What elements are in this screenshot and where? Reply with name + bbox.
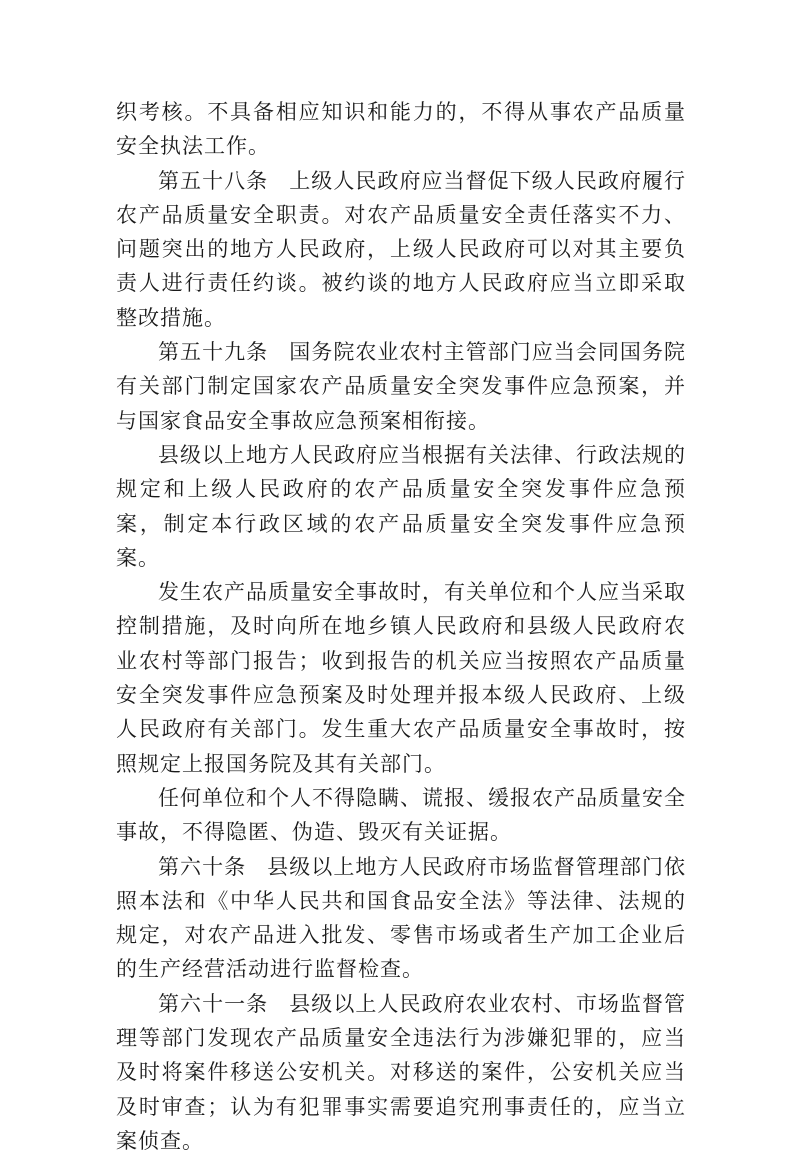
article-number: 第五十八条: [158, 168, 269, 193]
article-58-paragraph: [116, 164, 686, 335]
article-61-paragraph: [116, 987, 686, 1158]
paragraph-text: 任何单位和个人不得隐瞒、谎报、缓报农产品质量安全事故，不得隐匿、伪造、毁灭有关证据。: [116, 785, 686, 845]
paragraph-text: 县级以上地方人民政府应当根据有关法律、行政法规的规定和上级人民政府的农产品质量安全突发事件应急预案，制定本行政区域的农产品质量安全突发事件应急预案。: [116, 442, 686, 570]
paragraph-text: 发生农产品质量安全事故时，有关单位和个人应当采取控制措施，及时向所在地乡镇人民政府和县级人民政府农业农村等部门报告；收到报告的机关应当按照农产品质量安全突发事件应急预案及时处理并报本级人民政府、上级人民政府有关部门。发生重大农产品质量安全事故时，按照规定上报国务院及其有关部门。: [116, 580, 686, 776]
paragraph-text: 上级人民政府应当督促下级人民政府履行农产品质量安全职责。对农产品质量安全责任落实不力、问题突出的地方人民政府，上级人民政府可以对其主要负责人进行责任约谈。被约谈的地方人民政府应当立即采取整改措施。: [116, 168, 687, 330]
document-body: [116, 95, 686, 1158]
article-60-paragraph: [116, 850, 686, 987]
paragraph-text: 织考核。不具备相应知识和能力的，不得从事农产品质量安全执法工作。: [116, 100, 686, 159]
paragraph-continuation: [116, 95, 686, 164]
article-number: 第六十一条: [158, 991, 269, 1016]
article-59-paragraph-4: [116, 781, 686, 850]
paragraph-text: 国务院农业农村主管部门应当会同国务院有关部门制定国家农产品质量安全突发事件应急预案，并与国家食品安全事故应急预案相衔接。: [116, 340, 687, 433]
paragraph-text: 县级以上人民政府农业农村、市场监督管理等部门发现农产品质量安全违法行为涉嫌犯罪的，应当及时将案件移送公安机关。对移送的案件，公安机关应当及时审查；认为有犯罪事实需要追究刑事责任的，应当立案侦查。: [116, 991, 687, 1153]
article-59-paragraph-3: [116, 575, 686, 781]
article-number: 第五十九条: [158, 340, 269, 365]
article-59-paragraph-2: [116, 438, 686, 575]
article-59-paragraph-1: [116, 335, 686, 438]
paragraph-text: 县级以上地方人民政府市场监督管理部门依照本法和《中华人民共和国食品安全法》等法律、法规的规定，对农产品进入批发、零售市场或者生产加工企业后的生产经营活动进行监督检查。: [116, 854, 687, 982]
article-number: 第六十条: [158, 854, 247, 879]
